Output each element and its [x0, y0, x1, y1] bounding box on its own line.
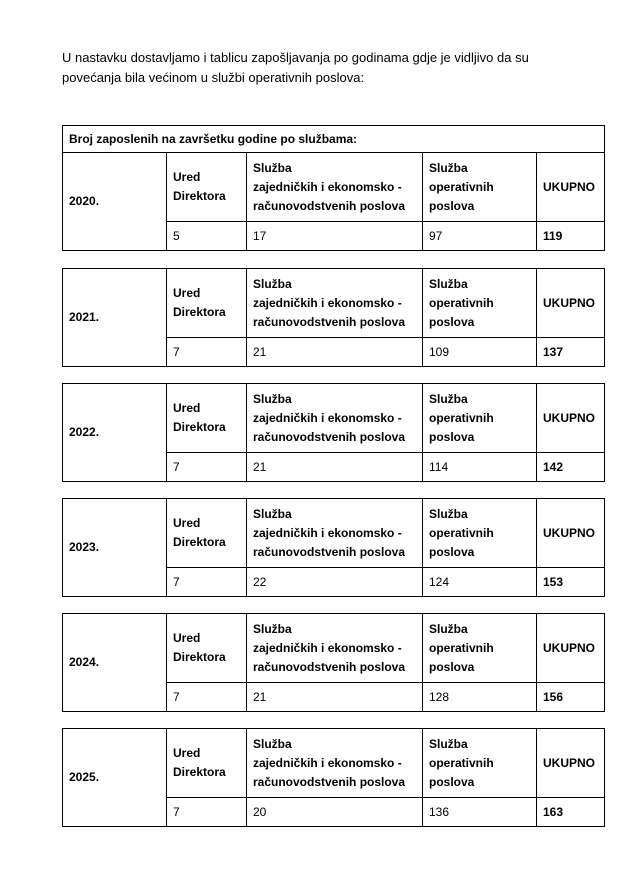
value-ured: 7	[167, 338, 247, 367]
header-ured-direktora: Ured Direktora	[167, 269, 247, 338]
value-zajednicki: 22	[247, 568, 423, 597]
year-cell: 2023.	[63, 499, 167, 597]
value-zajednicki: 21	[247, 453, 423, 482]
value-ukupno: 156	[537, 683, 605, 712]
value-ukupno: 119	[537, 222, 605, 251]
value-ukupno: 142	[537, 453, 605, 482]
year-table-2020	[62, 125, 605, 251]
header-sluzba-operativnih: Služba operativnih poslova	[423, 269, 537, 338]
table-header-row	[63, 269, 605, 338]
value-zajednicki: 21	[247, 338, 423, 367]
table-title-row	[63, 126, 605, 153]
table-header-row	[63, 614, 605, 683]
value-ured: 7	[167, 568, 247, 597]
header-ured-direktora: Ured Direktora	[167, 729, 247, 798]
value-operativni: 114	[423, 453, 537, 482]
header-ured-direktora: Ured Direktora	[167, 614, 247, 683]
year-cell: 2024.	[63, 614, 167, 712]
header-ukupno: UKUPNO	[537, 499, 605, 568]
value-operativni: 136	[423, 798, 537, 827]
year-cell: 2022.	[63, 384, 167, 482]
value-ukupno: 137	[537, 338, 605, 367]
header-ukupno: UKUPNO	[537, 614, 605, 683]
header-sluzba-operativnih: Služba operativnih poslova	[423, 729, 537, 798]
header-ukupno: UKUPNO	[537, 729, 605, 798]
value-ured: 5	[167, 222, 247, 251]
value-ukupno: 163	[537, 798, 605, 827]
year-table-2022	[62, 383, 605, 482]
header-sluzba-operativnih: Služba operativnih poslova	[423, 384, 537, 453]
table-header-row	[63, 729, 605, 798]
year-table-2023	[62, 498, 605, 597]
header-sluzba-operativnih: Služba operativnih poslova	[423, 153, 537, 222]
header-ured-direktora: Ured Direktora	[167, 153, 247, 222]
value-operativni: 128	[423, 683, 537, 712]
header-ukupno: UKUPNO	[537, 269, 605, 338]
header-sluzba-zajednickih: Služba zajedničkih i ekonomsko - računovodstvenih poslova	[247, 269, 423, 338]
year-cell: 2021.	[63, 269, 167, 367]
year-cell: 2020.	[63, 153, 167, 251]
year-table-2025	[62, 728, 605, 827]
value-ured: 7	[167, 798, 247, 827]
table-header-row	[63, 384, 605, 453]
value-ured: 7	[167, 683, 247, 712]
value-operativni: 97	[423, 222, 537, 251]
value-ured: 7	[167, 453, 247, 482]
table-title: Broj zaposlenih na završetku godine po službama:	[63, 126, 605, 153]
value-ukupno: 153	[537, 568, 605, 597]
header-sluzba-zajednickih: Služba zajedničkih i ekonomsko - računovodstvenih poslova	[247, 153, 423, 222]
year-table-2024	[62, 613, 605, 712]
header-ukupno: UKUPNO	[537, 153, 605, 222]
header-sluzba-zajednickih: Služba zajedničkih i ekonomsko - računovodstvenih poslova	[247, 384, 423, 453]
header-sluzba-zajednickih: Služba zajedničkih i ekonomsko - računovodstvenih poslova	[247, 729, 423, 798]
header-sluzba-operativnih: Služba operativnih poslova	[423, 499, 537, 568]
year-cell: 2025.	[63, 729, 167, 827]
value-zajednicki: 17	[247, 222, 423, 251]
table-header-row	[63, 153, 605, 222]
value-operativni: 109	[423, 338, 537, 367]
header-sluzba-operativnih: Služba operativnih poslova	[423, 614, 537, 683]
value-operativni: 124	[423, 568, 537, 597]
intro-line-2: povećanja bila većinom u službi operativnih poslova:	[62, 70, 365, 85]
intro-line-1: U nastavku dostavljamo i tablicu zapošljavanja po godinama gdje je vidljivo da su	[62, 50, 529, 65]
value-zajednicki: 20	[247, 798, 423, 827]
header-ukupno: UKUPNO	[537, 384, 605, 453]
table-header-row	[63, 499, 605, 568]
value-zajednicki: 21	[247, 683, 423, 712]
year-table-2021	[62, 268, 605, 367]
header-ured-direktora: Ured Direktora	[167, 499, 247, 568]
header-sluzba-zajednickih: Služba zajedničkih i ekonomsko - računovodstvenih poslova	[247, 499, 423, 568]
header-sluzba-zajednickih: Služba zajedničkih i ekonomsko - računovodstvenih poslova	[247, 614, 423, 683]
header-ured-direktora: Ured Direktora	[167, 384, 247, 453]
intro-paragraph	[62, 48, 582, 88]
